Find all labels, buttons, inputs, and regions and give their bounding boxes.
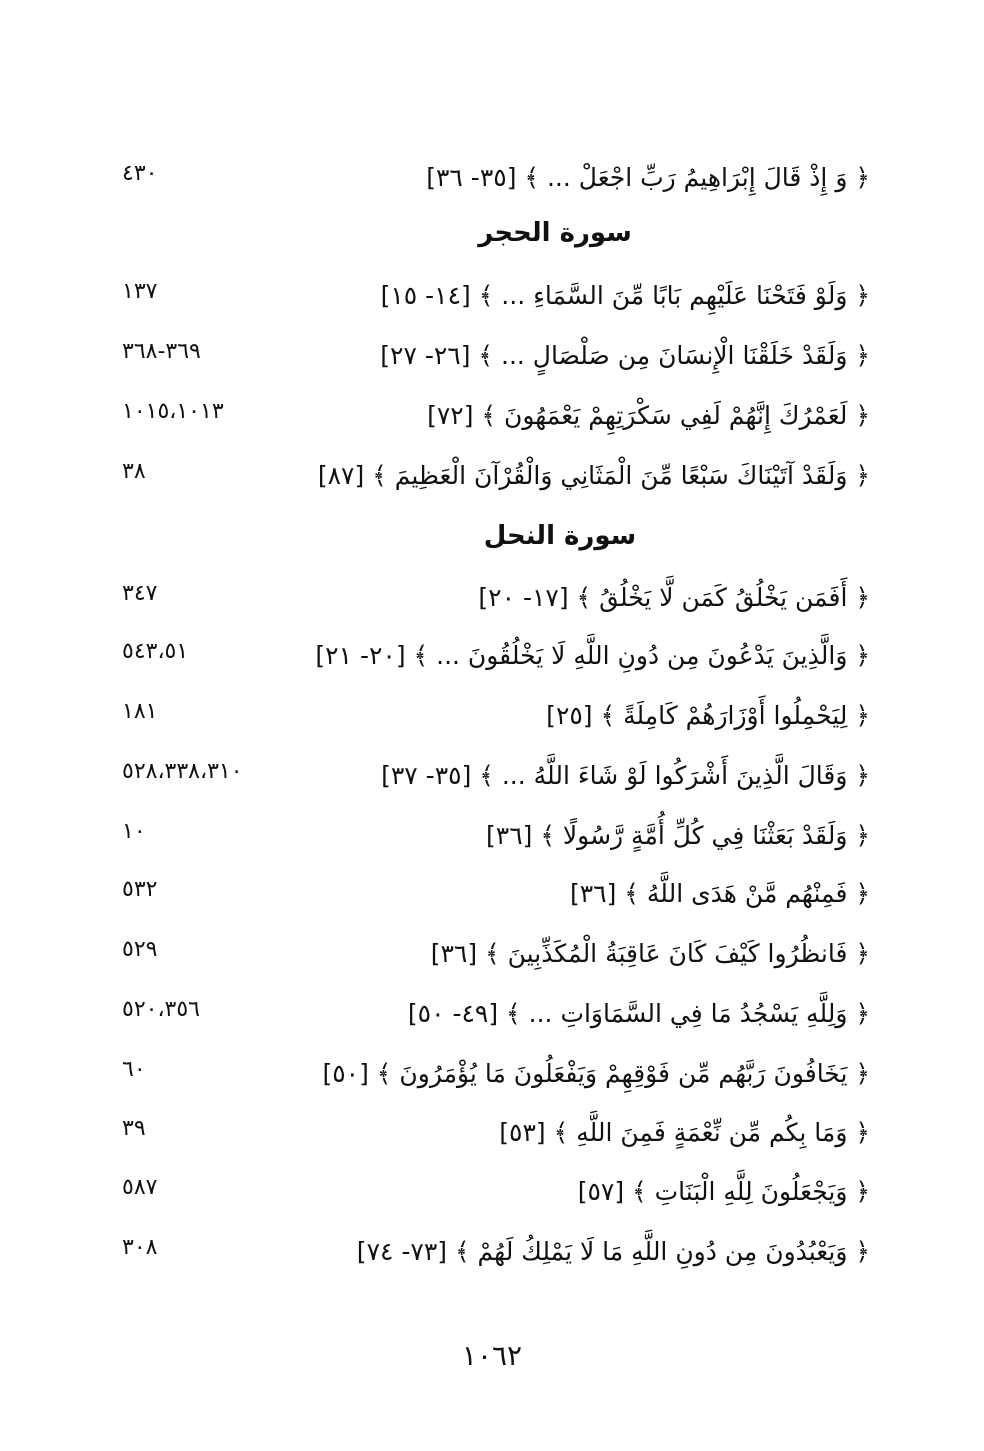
verse-text: ﴿ فَمِنْهُم مَّنْ هَدَى اللَّهُ ﴾ [٣٦] [569,879,870,908]
page-number: ١٠٦٢ [461,1339,523,1372]
index-entry [110,1113,870,1163]
page-references: ٣٤٧ [122,581,158,606]
verse-text: ﴿ وَلِلَّهِ يَسْجُدُ مَا فِي السَّمَاوَاتِ ... ﴾ [٤٩- ٥٠] [407,999,870,1028]
page-references: ١٠١٥،١٠١٣ [122,399,224,424]
page-references: ٣٦٩-٣٦٨ [122,339,201,364]
index-entry [110,456,870,506]
verse-text: ﴿ وَلَقَدْ بَعَثْنَا فِي كُلِّ أُمَّةٍ رَّسُولًا ﴾ [٣٦] [486,821,870,850]
verse-text: ﴿ لِيَحْمِلُوا أَوْزَارَهُمْ كَامِلَةً ﴾ [٢٥] [546,701,870,730]
verse-text: ﴿ وَيَعْبُدُونَ مِن دُونِ اللَّهِ مَا لَا يَمْلِكُ لَهُمْ ﴾ [٧٣- ٧٤] [356,1237,870,1266]
index-entry [110,336,870,386]
verse-text: ﴿ وَمَا بِكُم مِّن نِّعْمَةٍ فَمِنَ اللَّهِ ﴾ [٥٣] [499,1118,870,1147]
page-references: ٣٠٨ [122,1235,158,1260]
index-entry [110,1172,870,1222]
verse-text: ﴿ يَخَافُونَ رَبَّهُم مِّن فَوْقِهِمْ وَيَفْعَلُونَ مَا يُؤْمَرُونَ ﴾ [٥٠] [322,1059,870,1088]
page-references: ٥٨٧ [122,1175,158,1200]
index-entry [110,756,870,806]
index-entry [110,1054,870,1104]
page-references: ٣٨ [122,459,146,484]
verse-text: ﴿ وَقَالَ الَّذِينَ أَشْرَكُوا لَوْ شَاءَ اللَّهُ ... ﴾ [٣٥- ٣٧] [381,761,870,790]
verse-text: ﴿ وَلَوْ فَتَحْنَا عَلَيْهِم بَابًا مِّنَ السَّمَاءِ ... ﴾ [١٤- ١٥] [380,281,870,310]
verse-text: ﴿ أَفَمَن يَخْلُقُ كَمَن لَّا يَخْلُقُ ﴾ [١٧- ٢٠] [478,583,870,612]
index-entry [110,696,870,746]
verse-text: ﴿ وَيَجْعَلُونَ لِلَّهِ الْبَنَاتِ ﴾ [٥٧] [577,1177,870,1206]
index-entry [110,874,870,924]
page-references: ٥٢٩ [122,937,158,962]
index-entry [110,934,870,984]
page-references: ١٠ [122,819,146,844]
surah-heading-hijr: سورة الحجر [478,218,632,248]
page-references: ٥٣٢ [122,877,158,902]
page-references: ٤٣٠ [122,161,158,186]
index-entry [110,158,870,208]
verse-text: ﴿ لَعَمْرُكَ إِنَّهُمْ لَفِي سَكْرَتِهِمْ يَعْمَهُونَ ﴾ [٧٢] [427,401,870,430]
verse-text: ﴿ وَ إِذْ قَالَ إِبْرَاهِيمُ رَبِّ اجْعَلْ ... ﴾ [٣٥- ٣٦] [426,163,870,192]
verse-text: ﴿ وَلَقَدْ خَلَقْنَا الْإِنسَانَ مِن صَلْصَالٍ ... ﴾ [٢٦- ٢٧] [380,341,870,370]
index-entry [110,816,870,866]
verse-text: ﴿ وَلَقَدْ آتَيْنَاكَ سَبْعًا مِّنَ الْمَثَانِي وَالْقُرْآنَ الْعَظِيمَ ﴾ [٨٧] [317,461,870,490]
verse-text: ﴿ وَالَّذِينَ يَدْعُونَ مِن دُونِ اللَّهِ لَا يَخْلُقُونَ ... ﴾ [٢٠- ٢١] [315,641,870,670]
page-references: ٣٩ [122,1116,146,1141]
index-entry [110,396,870,446]
page-references: ٥٤٣،٥١ [122,639,189,664]
surah-heading-nahl: سورة النحل [483,521,637,551]
page-references: ١٣٧ [122,279,158,304]
page-references: ٥٢٨،٣٣٨،٣١٠ [122,759,243,784]
page-references: ١٨١ [122,699,158,724]
index-entry [110,1232,870,1282]
index-entry [110,578,870,628]
verse-text: ﴿ فَانظُرُوا كَيْفَ كَانَ عَاقِبَةُ الْمُكَذِّبِينَ ﴾ [٣٦] [430,939,870,968]
index-entry [110,276,870,326]
page-references: ٥٢٠،٣٥٦ [122,997,200,1022]
index-entry [110,636,870,686]
index-entry [110,994,870,1044]
page-references: ٦٠ [122,1057,146,1082]
